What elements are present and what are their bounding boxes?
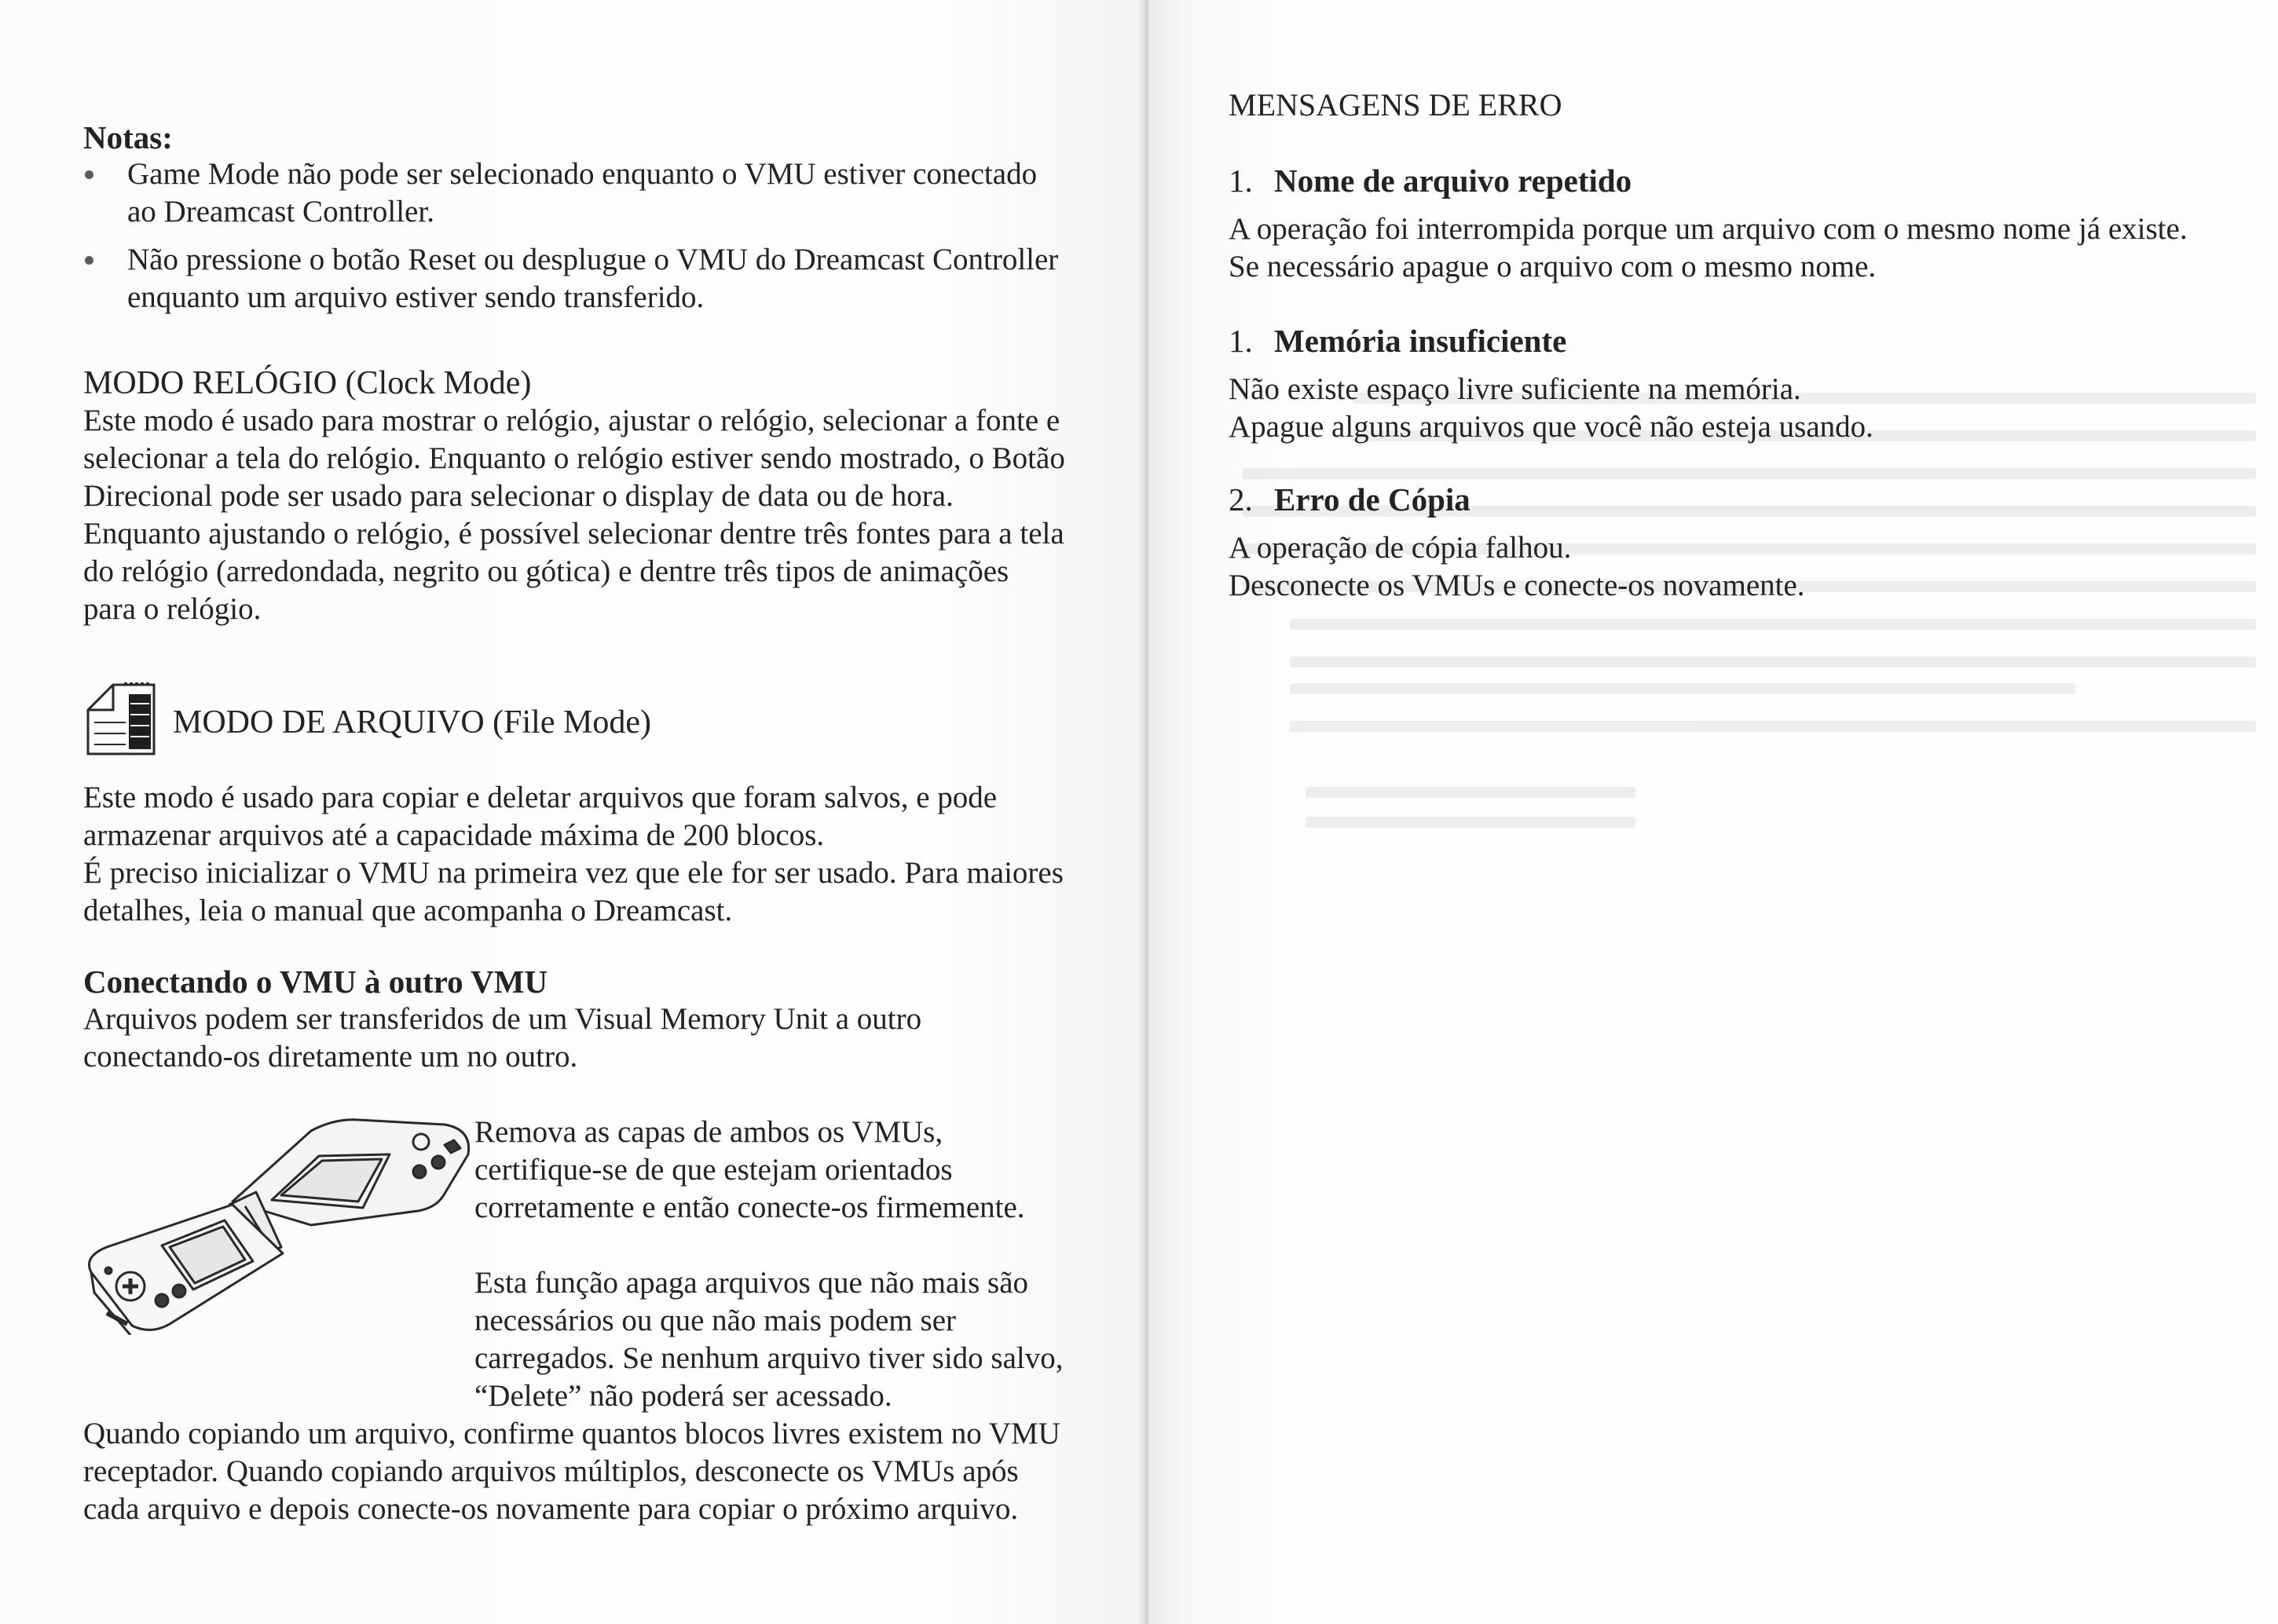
- notes-bullet-line: ao Dreamcast Controller.: [127, 195, 434, 229]
- bullet-icon: [85, 170, 93, 179]
- error-number: 2.: [1229, 481, 1253, 518]
- file-mode-icon: [82, 675, 160, 762]
- error-title: Memória insuficiente: [1274, 323, 1567, 359]
- error-messages-heading: MENSAGENS DE ERRO: [1229, 87, 1562, 123]
- error-number: 1.: [1229, 323, 1253, 359]
- paragraph-line: A operação de cópia falhou.: [1229, 531, 1572, 565]
- paragraph-line: Apague alguns arquivos que você não esteja usando.: [1229, 410, 1873, 444]
- paragraph-line: armazenar arquivos até a capacidade máxima de 200 blocos.: [83, 818, 825, 852]
- connect-vmu-heading: Conectando o VMU à outro VMU: [83, 964, 548, 1000]
- paragraph-line: corretamente e então conecte-os firmemente.: [474, 1191, 1025, 1224]
- paragraph-line: cada arquivo e depois conecte-os novamente para copiar o próximo arquivo.: [83, 1492, 1019, 1526]
- paragraph-line: Esta função apaga arquivos que não mais são: [474, 1266, 1029, 1300]
- paragraph-line: É preciso inicializar o VMU na primeira vez que ele for ser usado. Para maiores: [83, 856, 1064, 890]
- clock-mode-heading: MODO RELÓGIO (Clock Mode): [83, 365, 532, 401]
- bullet-icon: [85, 256, 93, 265]
- paragraph-line: selecionar a tela do relógio. Enquanto o relógio estiver sendo mostrado, o Botão: [83, 441, 1065, 475]
- notes-title: Notas:: [83, 119, 173, 155]
- right-page: [1148, 0, 2278, 1624]
- paragraph-line: Arquivos podem ser transferidos de um Visual Memory Unit a outro: [83, 1002, 922, 1036]
- paragraph-line: necessários ou que não mais podem ser: [474, 1304, 956, 1337]
- paragraph-line: do relógio (arredondada, negrito ou gótica) e dentre três tipos de animações: [83, 554, 1009, 588]
- paragraph-line: detalhes, leia o manual que acompanha o Dreamcast.: [83, 894, 733, 927]
- paragraph-line: A operação foi interrompida porque um arquivo com o mesmo nome já existe.: [1229, 212, 2188, 246]
- paragraph-line: Quando copiando um arquivo, confirme quantos blocos livres existem no VMU: [83, 1417, 1060, 1450]
- paragraph-line: certifique-se de que estejam orientados: [474, 1153, 953, 1187]
- paragraph-line: carregados. Se nenhum arquivo tiver sido salvo,: [474, 1341, 1064, 1375]
- paragraph-line: receptador. Quando copiando arquivos múltiplos, desconecte os VMUs após: [83, 1454, 1019, 1488]
- paragraph-line: Se necessário apague o arquivo com o mesmo nome.: [1229, 250, 1877, 283]
- paragraph-line: Este modo é usado para copiar e deletar arquivos que foram salvos, e pode: [83, 781, 998, 814]
- notes-bullet-line: enquanto um arquivo estiver sendo transferido.: [127, 280, 705, 314]
- notes-bullet-line: Não pressione o botão Reset ou desplugue o VMU do Dreamcast Controller: [127, 243, 1059, 276]
- connected-vmus-illustration: [75, 1107, 484, 1335]
- file-mode-heading: MODO DE ARQUIVO (File Mode): [173, 704, 651, 741]
- error-title: Nome de arquivo repetido: [1274, 163, 1632, 199]
- paragraph-line: Desconecte os VMUs e conecte-os novamente.: [1229, 569, 1805, 602]
- paragraph-line: Enquanto ajustando o relógio, é possível selecionar dentre três fontes para a tela: [83, 517, 1064, 550]
- notes-bullet-line: Game Mode não pode ser selecionado enquanto o VMU estiver conectado: [127, 157, 1038, 191]
- error-number: 1.: [1229, 163, 1253, 199]
- paragraph-line: Remova as capas de ambos os VMUs,: [474, 1115, 943, 1149]
- error-title: Erro de Cópia: [1274, 481, 1470, 518]
- paragraph-line: Este modo é usado para mostrar o relógio, ajustar o relógio, selecionar a fonte e: [83, 404, 1060, 437]
- paragraph-line: conectando-os diretamente um no outro.: [83, 1040, 578, 1074]
- paragraph-line: Não existe espaço livre suficiente na memória.: [1229, 372, 1801, 406]
- paragraph-line: Direcional pode ser usado para selecionar o display de data ou de hora.: [83, 479, 954, 513]
- paragraph-line: “Delete” não poderá ser acessado.: [474, 1379, 892, 1413]
- paragraph-line: para o relógio.: [83, 592, 262, 626]
